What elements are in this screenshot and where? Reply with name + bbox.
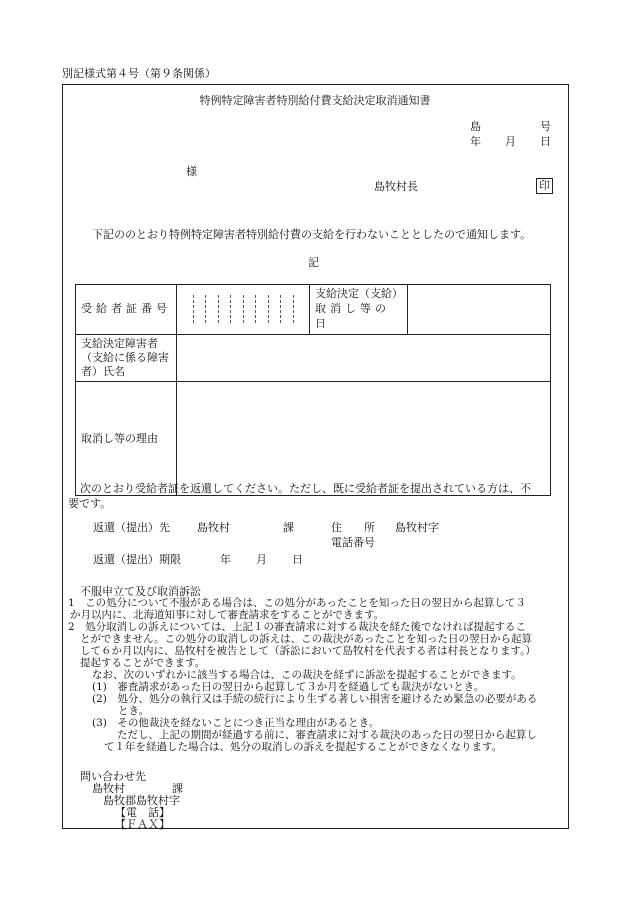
date-day: 日 xyxy=(540,135,551,148)
issuer-name: 島牧村長 xyxy=(374,180,418,193)
appeal-line: して６か月以内に、島牧村を被告として（訴訟において島牧村を代表する者は村長となります。） xyxy=(80,645,536,657)
info-table xyxy=(75,284,551,496)
return-deadline-day: 日 xyxy=(292,553,303,566)
return-notice-line-2: 要です。 xyxy=(68,497,112,510)
decision-date-field[interactable] xyxy=(408,285,551,335)
appeal-line: て１年を経過した場合は、処分の取消しの訴えを提起することができなくなります。 xyxy=(104,741,503,753)
contact-phone: 【電 話】 xyxy=(115,806,170,819)
contact-fax: 【ＦＡＸ】 xyxy=(115,818,170,831)
appeal-line: 2 処分取消しの訴えについては、上記１の審査請求に対する裁決を経た後でなければ提起するこ xyxy=(68,621,526,633)
appeal-line: とき。 xyxy=(118,705,150,717)
appeal-line: (3) その他裁決を経ないことにつき正当な理由があるとき。 xyxy=(92,717,380,729)
return-dest-address-label: 住 所 xyxy=(331,521,375,534)
cert-number-field[interactable] xyxy=(177,285,310,335)
return-notice-line-1: 次のとおり受給者証を返還してください。ただし、既に受給者証を提出されている方は、不 xyxy=(80,482,531,495)
date-month: 月 xyxy=(505,135,516,148)
return-dest-ka: 課 xyxy=(283,521,294,534)
contact-address: 島牧郡島牧村字 xyxy=(103,794,180,807)
appeal-line: か月以内に、北海道知事に対して審査請求をすることができます。 xyxy=(70,609,385,621)
contact-village: 島牧村 xyxy=(92,782,125,795)
return-dest-label: 返還（提出）先 xyxy=(93,521,170,534)
appeal-line: (2) 処分、処分の執行又は手続の続行により生ずる著しい損害を避けるため緊急の必要がある xyxy=(92,693,538,705)
return-deadline-month: 月 xyxy=(256,553,267,566)
ki-label: 記 xyxy=(308,256,319,269)
appeal-line: 提起することができます。 xyxy=(80,657,206,669)
table-row xyxy=(76,285,551,335)
body-text: 下記ののとおり特例特定障害者特別給付費の支給を行わないこととしたので通知します。 xyxy=(92,228,532,241)
person-name-label: 支給決定障害者 （支給に係る障害 者）氏名 xyxy=(76,334,177,382)
return-dest-village: 島牧村 xyxy=(197,521,230,534)
cert-number-label: 受給者証番号 xyxy=(76,285,177,335)
form-reference: 別記様式第４号（第９条関係） xyxy=(62,67,216,80)
appeal-line: とができません。この処分の取消しの訴えは、この裁決があったことを知った日の翌日から起算 xyxy=(80,633,533,645)
date-year: 年 xyxy=(470,135,481,148)
return-deadline-year: 年 xyxy=(220,553,231,566)
table-row xyxy=(76,334,551,382)
table-row xyxy=(76,382,551,496)
seal-mark: 印 xyxy=(536,178,553,194)
doc-number-suffix: 号 xyxy=(540,120,551,133)
appeal-line: 1 この処分について不服がある場合は、この処分があったことを知った日の翌日から起算して３ xyxy=(68,597,526,609)
appeal-line: ただし、上記の期間が経過する前に、審査請求に対する裁決のあった日の翌日から起算し xyxy=(117,729,537,741)
contact-heading: 問い合わせ先 xyxy=(80,770,146,783)
document-title: 特例特定障害者特別給付費支給決定取消通知書 xyxy=(199,94,431,107)
appeal-heading: 不服申立て及び取消訴訟 xyxy=(80,585,201,598)
doc-number-prefix: 島 xyxy=(470,120,481,133)
contact-ka: 課 xyxy=(172,782,183,795)
person-name-field[interactable] xyxy=(177,334,551,382)
decision-date-label: 支給決定（支給） 取消し等の日 xyxy=(310,285,408,335)
appeal-line: なお、次のいずれかに該当する場合は、この裁決を経ずに訴訟を提起することができます。 xyxy=(92,669,522,681)
return-dest-address: 島牧村字 xyxy=(395,521,439,534)
reason-label: 取消し等の理由 xyxy=(76,382,177,496)
addressee-suffix: 様 xyxy=(186,165,197,178)
appeal-line: (1) 審査請求があった日の翌日から起算して３か月を経過しても裁決がないとき。 xyxy=(92,681,485,693)
return-deadline-label: 返還（提出）期限 xyxy=(93,553,181,566)
reason-field[interactable] xyxy=(177,382,551,496)
return-dest-phone-label: 電話番号 xyxy=(331,536,375,549)
